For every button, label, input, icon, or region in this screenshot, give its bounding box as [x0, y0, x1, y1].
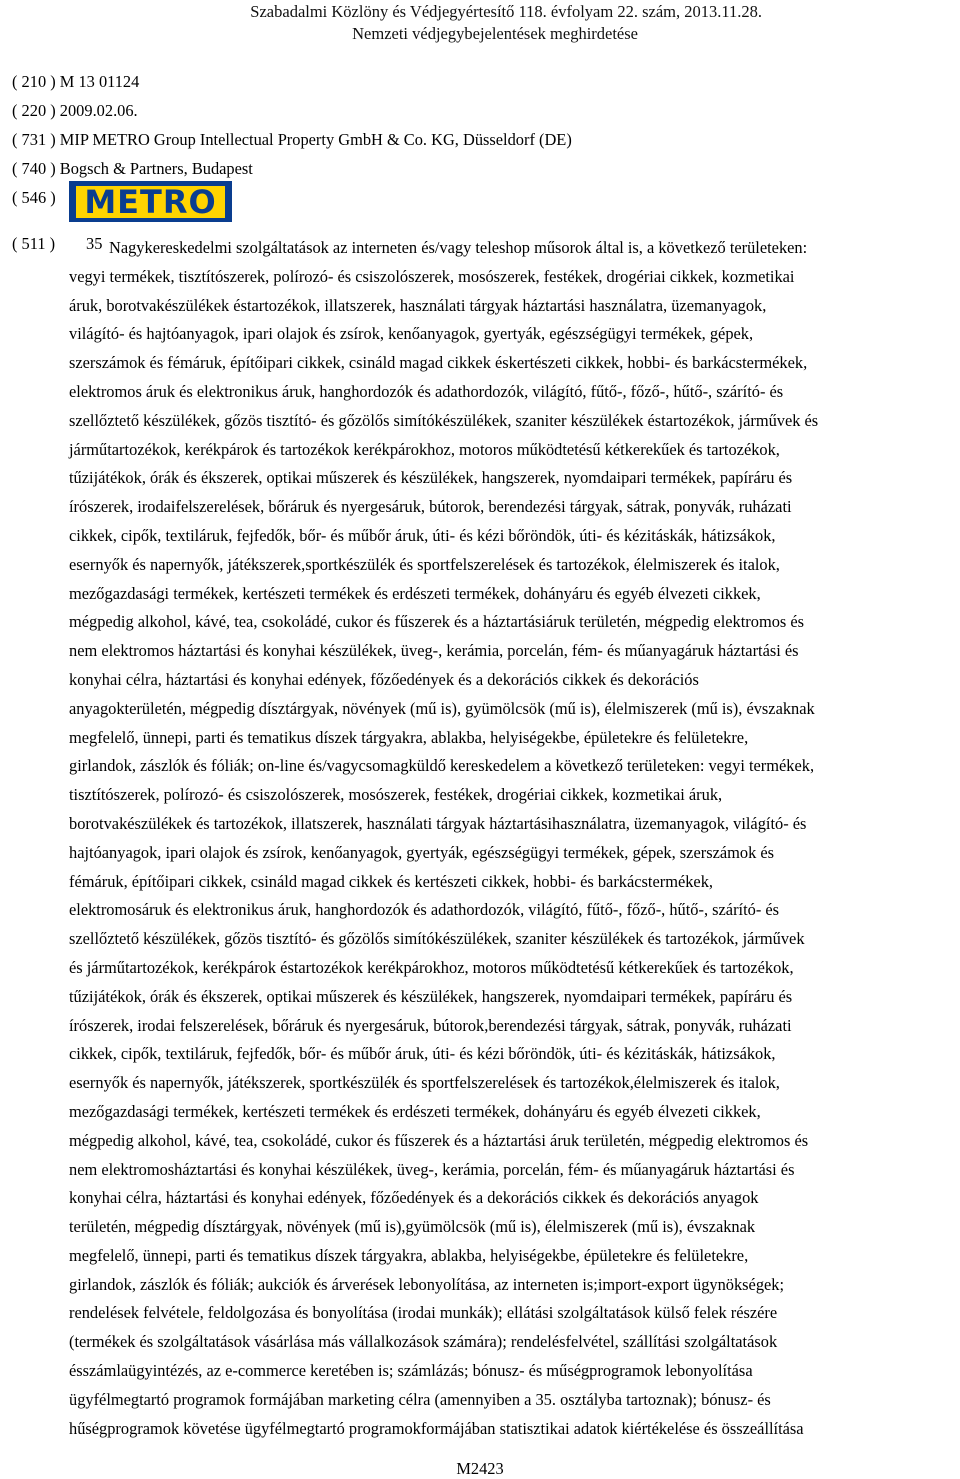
- goods-line: írószerek, irodai felszerelések, bőráruk és nyergesáruk, bútorok,berendezési tárgyak, sátrak, ponyvák, ruházati: [69, 1015, 792, 1035]
- goods-line: járműtartozékok, kerékpárok és tartozékok kerékpárokhoz, motoros működtetésű kétkerekűek és tartozékok,: [69, 439, 780, 459]
- goods-line: mégpedig alkohol, kávé, tea, csokoládé, cukor és fűszerek és a háztartási áruk területén, mégpedig elektromos és: [69, 1130, 809, 1150]
- goods-line: mezőgazdasági termékek, kertészeti termékek és erdészeti termékek, dohányáru és egyéb élvezeti cikkek,: [69, 1101, 761, 1121]
- field-511-class: 35: [86, 234, 103, 253]
- goods-line: cikkek, cipők, textiláruk, fejfedők, bőr- és műbőr áruk, úti- és kézi bőröndök, úti- és kézitáskák, hátizsákok,: [69, 525, 776, 545]
- goods-line: mezőgazdasági termékek, kertészeti termékek és erdészeti termékek, dohányáru és egyéb élvezeti cikkek,: [69, 583, 761, 603]
- goods-line: területén, mégpedig dísztárgyak, növények (mű is),gyümölcsök (mű is), élelmiszerek (mű is), évszaknak: [69, 1217, 756, 1237]
- goods-line: ésszámlaügyintézés, az e-commerce keretében is; számlázás; bónusz- és műségprogramok lebonyolítása: [69, 1361, 753, 1381]
- goods-line: mégpedig alkohol, kávé, tea, csokoládé, cukor és fűszerek és a háztartásiáruk területén, mégpedig elektromos és: [69, 612, 805, 632]
- goods-line: esernyők és napernyők, játékszerek, sportkészülék és sportfelszerelések és tartozékok,élelmiszerek és italok,: [69, 1073, 780, 1093]
- goods-line: megfelelő, ünnepi, parti és tematikus díszek tárgyakra, ablakba, helyiségekbe, épületekre és felületekre,: [69, 727, 749, 747]
- goods-line: girlandok, zászlók és fóliák; on-line és/vagycsomagküldő kereskedelem a következő területeken: vegyi termékek,: [69, 756, 815, 776]
- goods-line: megfelelő, ünnepi, parti és tematikus díszek tárgyakra, ablakba, helyiségekbe, épületekre és felületekre,: [69, 1245, 749, 1265]
- goods-and-services-text: [69, 234, 919, 1443]
- goods-line: (termékek és szolgáltatások vásárlása más vállalkozások számára); rendelésfelvétel, szállítási szolgáltatások: [69, 1332, 778, 1352]
- metro-logo: [69, 181, 232, 222]
- field-210-application-number: ( 210 ) M 13 01124: [12, 72, 140, 91]
- goods-line: tisztítószerek, polírozó- és csiszolószerek, mosószerek, festékek, drogériai cikkek, kozmetikai áruk,: [69, 785, 723, 805]
- goods-line: hajtóanyagok, ipari olajok és zsírok, kenőanyagok, gyertyák, egészségügyi termékek, gépek, szerszámok és: [69, 842, 775, 862]
- goods-line: fémáruk, építőipari cikkek, csináld magad cikkek és kertészeti cikkek, hobbi- és barkácstermékek,: [69, 871, 713, 891]
- goods-line: esernyők és napernyők, játékszerek,sportkészülék és sportfelszerelések és tartozékok, élelmiszerek és italok,: [69, 554, 780, 574]
- goods-line: áruk, borotvakészülékek éstartozékok, illatszerek, használati tárgyak háztartási használatra, üzemanyagok,: [69, 295, 767, 315]
- goods-line: konyhai célra, háztartási és konyhai edények, főzőedények és a dekorációs cikkek és dekorációs: [69, 669, 699, 689]
- goods-line: hűségprogramok követése ügyfélmegtartó programokformájában statisztikai adatok kiértékelése és összeállítása: [69, 1418, 804, 1438]
- goods-line: anyagokterületén, mégpedig dísztárgyak, növények (mű is), gyümölcsök (mű is), élelmiszerek (mű is), évszaknak: [69, 698, 815, 718]
- goods-line: rendelések felvétele, feldolgozása és bonyolítása (irodai munkák); ellátási szolgáltatások külső felek részére: [69, 1303, 778, 1323]
- goods-line: nem elektromosháztartási és konyhai készülékek, üveg-, kerámia, porcelán, fém- és műanyagáruk háztartási és: [69, 1159, 795, 1179]
- goods-line: nem elektromos háztartási és konyhai készülékek, üveg-, kerámia, porcelán, fém- és műanyagáruk háztartási és: [69, 641, 799, 661]
- page-header: [0, 0, 960, 48]
- field-740-representative: ( 740 ) Bogsch & Partners, Budapest: [12, 159, 253, 178]
- goods-line: ügyfélmegtartó programok formájában marketing célra (amennyiben a 35. osztályba tartoznak); bónusz- és: [69, 1389, 771, 1409]
- goods-line: szerszámok és fémáruk, építőipari cikkek, csináld magad cikkek éskertészeti cikkek, hobbi- és barkácstermékek,: [69, 353, 808, 373]
- goods-line: tűzijátékok, órák és ékszerek, optikai műszerek és készülékek, hangszerek, nyomdaipari termékek, papíráru és: [69, 468, 793, 488]
- field-731-applicant: ( 731 ) MIP METRO Group Intellectual Property GmbH & Co. KG, Düsseldorf (DE): [12, 130, 572, 149]
- goods-line: cikkek, cipők, textiláruk, fejfedők, bőr- és műbőr áruk, úti- és kézi bőröndök, úti- és kézitáskák, hátizsákok,: [69, 1044, 776, 1064]
- goods-line: Nagykereskedelmi szolgáltatások az interneten és/vagy teleshop műsorok által is, a következő területeken:: [109, 238, 808, 257]
- journal-title: Szabadalmi Közlöny és Védjegyértesítő 118. évfolyam 22. szám, 2013.11.28.: [250, 2, 762, 21]
- goods-line: vegyi termékek, tisztítószerek, polírozó- és csiszolószerek, mosószerek, festékek, drogériai cikkek, kozmetikai: [69, 266, 795, 286]
- goods-line: világító- és hajtóanyagok, ipari olajok és zsírok, kenőanyagok, gyertyák, egészségügyi termékek, gépek,: [69, 324, 754, 344]
- field-511-label: ( 511 ): [12, 234, 56, 253]
- goods-line: elektromos áruk és elektronikus áruk, hanghordozók és adathordozók, világító, fűtő-, főző-, hűtő-, szárító- és: [69, 381, 784, 401]
- goods-line: és járműtartozékok, kerékpárok éstartozékok kerékpárokhoz, motoros működtetésű kétkerekűek és tartozékok,: [69, 957, 794, 977]
- goods-line: írószerek, irodaifelszerelések, bőráruk és nyergesáruk, bútorok, berendezési tárgyak, sátrak, ponyvák, ruházati: [69, 497, 792, 517]
- goods-line: elektromosáruk és elektronikus áruk, hanghordozók és adathordozók, világító, fűtő-, főző-, hűtő-, szárító- és: [69, 900, 780, 920]
- section-title: Nemzeti védjegybejelentések meghirdetése: [352, 24, 638, 43]
- goods-line: tűzijátékok, órák és ékszerek, optikai műszerek és készülékek, hangszerek, nyomdaipari termékek, papíráru és: [69, 986, 793, 1006]
- goods-line: konyhai célra, háztartási és konyhai edények, főzőedények és a dekorációs cikkek és dekorációs anyagok: [69, 1188, 759, 1208]
- page-number: M2423: [456, 1459, 504, 1478]
- goods-line: girlandok, zászlók és fóliák; aukciók és árverések lebonyolítása, az interneten is;import-export ügynökségek;: [69, 1274, 785, 1294]
- field-220-filing-date: ( 220 ) 2009.02.06.: [12, 101, 138, 120]
- goods-line: szellőztető készülékek, gőzös tisztító- és gőzölős simítókészülékek, szaniter készülékek éstartozékok, járművek és: [69, 410, 819, 430]
- metro-logo-text: METRO: [76, 186, 224, 218]
- field-546-mark-label: ( 546 ): [12, 188, 56, 207]
- goods-line: borotvakészülékek és tartozékok, illatszerek, használati tárgyak háztartásihasználatra, üzemanyagok, világító- és: [69, 813, 807, 833]
- goods-line: szellőztető készülékek, gőzös tisztító- és gőzölős simítókészülékek, szaniter készülékek és tartozékok, járművek: [69, 929, 805, 949]
